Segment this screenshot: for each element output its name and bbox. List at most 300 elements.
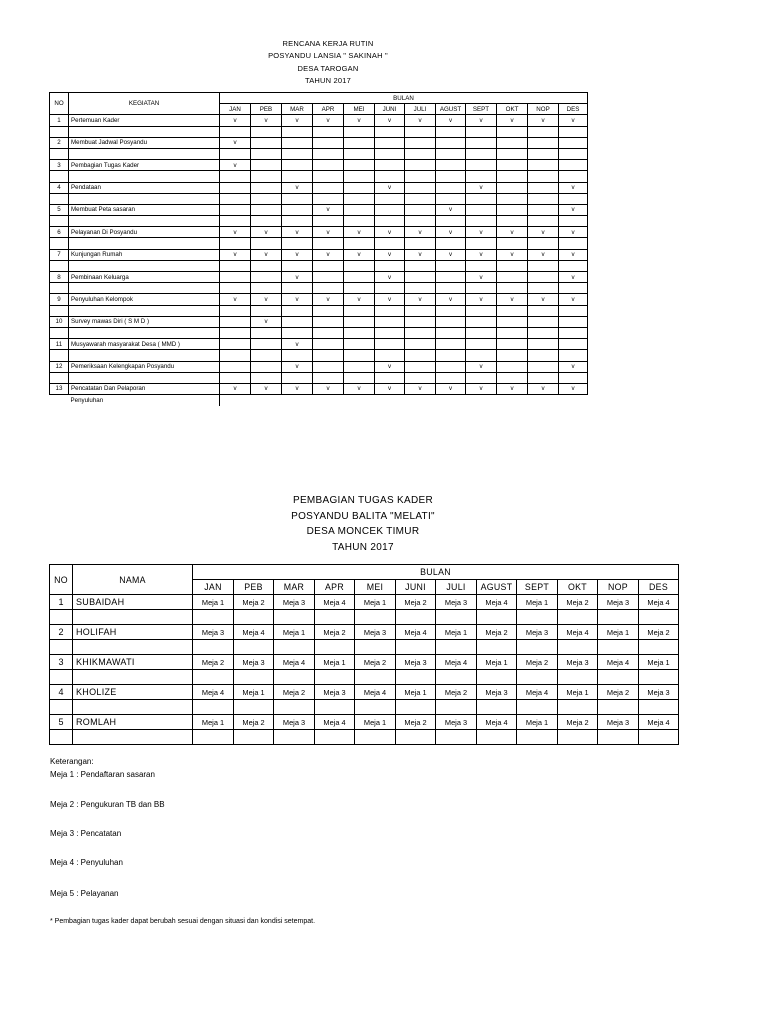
kader-name: HOLIFAH — [73, 625, 193, 640]
meja-assignment: Meja 2 — [477, 625, 517, 640]
check-mark: v — [282, 383, 313, 394]
check-mark — [436, 160, 466, 171]
empty-cell — [396, 670, 436, 685]
check-mark: v — [375, 383, 405, 394]
check-mark: v — [251, 115, 282, 126]
empty-cell — [69, 372, 220, 383]
meja-assignment: Meja 3 — [436, 715, 477, 730]
pembagian-tugas-title — [0, 493, 726, 555]
empty-cell — [477, 610, 517, 625]
check-mark — [436, 361, 466, 372]
empty-cell — [220, 372, 251, 383]
empty-cell — [528, 126, 559, 137]
check-mark: v — [559, 361, 588, 372]
meja-assignment: Meja 4 — [436, 655, 477, 670]
check-mark: v — [466, 182, 497, 193]
meja-assignment: Meja 3 — [558, 655, 598, 670]
empty-cell — [528, 260, 559, 271]
spacer-row — [50, 350, 588, 361]
empty-cell — [558, 640, 598, 655]
empty-cell — [466, 171, 497, 182]
check-mark — [497, 160, 528, 171]
check-mark: v — [528, 249, 559, 260]
check-mark: v — [466, 294, 497, 305]
check-mark — [405, 137, 436, 148]
empty-cell — [50, 193, 69, 204]
table-row — [50, 361, 588, 372]
empty-cell — [315, 730, 355, 745]
empty-cell — [405, 350, 436, 361]
empty-cell — [466, 372, 497, 383]
meja-assignment: Meja 2 — [355, 655, 396, 670]
empty-cell — [220, 283, 251, 294]
check-mark: v — [466, 361, 497, 372]
meja-assignment: Meja 1 — [477, 655, 517, 670]
check-mark — [559, 137, 588, 148]
meja-assignment: Meja 3 — [436, 595, 477, 610]
empty-cell — [282, 283, 313, 294]
check-mark — [436, 182, 466, 193]
check-mark — [528, 204, 559, 215]
empty-cell — [50, 730, 73, 745]
check-mark: v — [344, 227, 375, 238]
meja-assignment: Meja 3 — [639, 685, 679, 700]
empty-cell — [69, 283, 220, 294]
check-mark: v — [375, 294, 405, 305]
empty-cell — [274, 670, 315, 685]
table-row — [50, 316, 588, 327]
spacer-row — [50, 148, 588, 159]
empty-cell — [466, 283, 497, 294]
empty-cell — [598, 730, 639, 745]
spacer-row — [50, 670, 679, 685]
empty-cell — [559, 372, 588, 383]
empty-cell — [436, 640, 477, 655]
meja-assignment: Meja 1 — [193, 715, 234, 730]
meja-assignment: Meja 1 — [517, 715, 558, 730]
check-mark: v — [405, 294, 436, 305]
check-mark — [344, 361, 375, 372]
check-mark: v — [220, 160, 251, 171]
check-mark — [375, 316, 405, 327]
keterangan-item: Meja 4 : Penyuluhan — [50, 858, 123, 867]
empty-cell — [466, 350, 497, 361]
empty-cell — [50, 126, 69, 137]
row-number: 5 — [50, 204, 69, 215]
empty-cell — [396, 730, 436, 745]
empty-cell — [559, 350, 588, 361]
check-mark: v — [282, 182, 313, 193]
empty-cell — [50, 670, 73, 685]
empty-cell — [497, 350, 528, 361]
table-row — [50, 272, 588, 283]
empty-cell — [50, 700, 73, 715]
empty-cell — [639, 640, 679, 655]
empty-cell — [73, 670, 193, 685]
empty-cell — [639, 700, 679, 715]
kegiatan-label: Pelayanan Di Posyandu — [69, 227, 220, 238]
empty-cell — [466, 148, 497, 159]
header-bulan: BULAN — [220, 93, 588, 104]
check-mark — [220, 361, 251, 372]
empty-cell — [559, 238, 588, 249]
empty-cell — [405, 260, 436, 271]
empty-cell — [405, 126, 436, 137]
check-mark — [282, 137, 313, 148]
empty-cell — [313, 238, 344, 249]
keterangan-item: Meja 2 : Pengukuran TB dan BB — [50, 800, 165, 809]
kegiatan-label: Membuat Jadwal Posyandu — [69, 137, 220, 148]
check-mark: v — [375, 227, 405, 238]
empty-cell — [375, 171, 405, 182]
check-mark — [405, 361, 436, 372]
empty-cell — [497, 216, 528, 227]
title-line: TAHUN 2017 — [304, 75, 352, 85]
empty-cell — [497, 126, 528, 137]
empty-cell — [344, 148, 375, 159]
empty-cell — [313, 350, 344, 361]
month-header: MAR — [274, 580, 315, 595]
check-mark — [436, 339, 466, 350]
kader-name: KHOLIZE — [73, 685, 193, 700]
meja-assignment: Meja 4 — [355, 685, 396, 700]
empty-cell — [234, 640, 274, 655]
empty-cell — [73, 610, 193, 625]
empty-cell — [220, 126, 251, 137]
empty-cell — [69, 148, 220, 159]
empty-cell — [528, 372, 559, 383]
check-mark — [220, 316, 251, 327]
empty-cell — [497, 283, 528, 294]
empty-cell — [528, 171, 559, 182]
table-row — [50, 115, 588, 126]
empty-cell — [497, 305, 528, 316]
month-header: AGUST — [477, 580, 517, 595]
keterangan-item: Meja 1 : Pendaftaran sasaran — [50, 770, 155, 779]
empty-cell — [282, 193, 313, 204]
month-header: JAN — [193, 580, 234, 595]
empty-cell — [466, 260, 497, 271]
empty-cell — [50, 283, 69, 294]
spacer-row — [50, 610, 679, 625]
check-mark — [466, 204, 497, 215]
empty-cell — [251, 193, 282, 204]
empty-cell — [220, 327, 251, 338]
empty-cell — [313, 327, 344, 338]
empty-cell — [50, 640, 73, 655]
meja-assignment: Meja 4 — [477, 715, 517, 730]
empty-cell — [69, 193, 220, 204]
empty-cell — [344, 305, 375, 316]
empty-cell — [344, 283, 375, 294]
empty-cell — [193, 640, 234, 655]
check-mark: v — [220, 227, 251, 238]
month-header: MAR — [282, 104, 313, 115]
empty-cell — [559, 148, 588, 159]
spacer-row — [50, 171, 588, 182]
meja-assignment: Meja 2 — [234, 715, 274, 730]
keterangan-item: Meja 3 : Pencatatan — [50, 829, 122, 838]
check-mark: v — [559, 182, 588, 193]
empty-cell — [220, 305, 251, 316]
empty-cell — [234, 700, 274, 715]
empty-cell — [375, 216, 405, 227]
month-header: NOP — [598, 580, 639, 595]
empty-cell — [50, 171, 69, 182]
empty-cell — [251, 148, 282, 159]
meja-assignment: Meja 1 — [558, 685, 598, 700]
check-mark: v — [344, 115, 375, 126]
meja-assignment: Meja 2 — [639, 625, 679, 640]
empty-cell — [497, 171, 528, 182]
check-mark: v — [436, 204, 466, 215]
empty-cell — [598, 670, 639, 685]
check-mark — [497, 182, 528, 193]
empty-cell — [436, 193, 466, 204]
empty-cell — [220, 238, 251, 249]
empty-cell — [375, 148, 405, 159]
meja-assignment: Meja 2 — [234, 595, 274, 610]
check-mark: v — [220, 137, 251, 148]
check-mark — [497, 204, 528, 215]
month-header: JULI — [405, 104, 436, 115]
check-mark — [282, 316, 313, 327]
empty-cell — [282, 327, 313, 338]
empty-cell — [50, 148, 69, 159]
check-mark: v — [466, 272, 497, 283]
empty-cell — [344, 260, 375, 271]
meja-assignment: Meja 4 — [315, 715, 355, 730]
empty-cell — [313, 283, 344, 294]
empty-cell — [69, 216, 220, 227]
check-mark — [313, 182, 344, 193]
kegiatan-label: Pencatatan Dan Pelaporan — [69, 383, 220, 394]
row-number: 1 — [50, 115, 69, 126]
spacer-row — [50, 216, 588, 227]
empty-cell — [69, 350, 220, 361]
empty-cell — [274, 640, 315, 655]
title-line: DESA MONCEK TIMUR — [306, 526, 420, 537]
check-mark: v — [344, 249, 375, 260]
check-mark — [466, 316, 497, 327]
check-mark — [436, 272, 466, 283]
check-mark — [497, 316, 528, 327]
empty-cell — [69, 305, 220, 316]
empty-cell — [220, 260, 251, 271]
meja-assignment: Meja 2 — [517, 655, 558, 670]
check-mark: v — [251, 316, 282, 327]
empty-cell — [193, 610, 234, 625]
table-row — [50, 715, 679, 730]
empty-cell — [405, 216, 436, 227]
empty-cell — [251, 260, 282, 271]
empty-cell — [282, 305, 313, 316]
empty-cell — [50, 372, 69, 383]
meja-assignment: Meja 1 — [436, 625, 477, 640]
empty-cell — [517, 640, 558, 655]
empty-cell — [344, 193, 375, 204]
meja-assignment: Meja 1 — [598, 625, 639, 640]
empty-cell — [355, 730, 396, 745]
table-row — [50, 625, 679, 640]
check-mark: v — [375, 249, 405, 260]
empty-cell — [405, 305, 436, 316]
empty-cell — [559, 193, 588, 204]
month-header: JUNI — [396, 580, 436, 595]
empty-cell — [396, 640, 436, 655]
table-row — [50, 383, 588, 394]
empty-cell — [436, 126, 466, 137]
check-mark: v — [466, 383, 497, 394]
check-mark: v — [375, 182, 405, 193]
check-mark — [344, 339, 375, 350]
empty-cell — [375, 372, 405, 383]
check-mark — [220, 339, 251, 350]
check-mark — [220, 182, 251, 193]
spacer-row — [50, 372, 588, 383]
empty-cell — [251, 327, 282, 338]
header-no: NO — [50, 93, 69, 115]
check-mark — [405, 204, 436, 215]
empty-cell — [69, 327, 220, 338]
check-mark — [405, 182, 436, 193]
empty-cell — [282, 372, 313, 383]
check-mark — [405, 316, 436, 327]
continuation-label: Penyuluhan — [69, 395, 220, 406]
title-line: DESA TAROGAN — [297, 63, 359, 73]
check-mark: v — [559, 294, 588, 305]
meja-assignment: Meja 3 — [274, 595, 315, 610]
empty-cell — [355, 640, 396, 655]
empty-cell — [313, 260, 344, 271]
row-number: 7 — [50, 249, 69, 260]
kegiatan-label: Pendataan — [69, 182, 220, 193]
spacer-row — [50, 640, 679, 655]
empty-cell — [69, 260, 220, 271]
keterangan-item: Meja 5 : Pelayanan — [50, 889, 119, 898]
empty-cell — [50, 216, 69, 227]
header-nama: NAMA — [73, 565, 193, 595]
empty-cell — [405, 148, 436, 159]
month-header: JAN — [220, 104, 251, 115]
check-mark — [375, 204, 405, 215]
kegiatan-label: Musyawarah masyarakat Desa ( MMD ) — [69, 339, 220, 350]
empty-cell — [344, 327, 375, 338]
empty-cell — [559, 126, 588, 137]
check-mark — [344, 316, 375, 327]
empty-cell — [50, 305, 69, 316]
empty-cell — [73, 640, 193, 655]
empty-cell — [466, 126, 497, 137]
check-mark — [344, 204, 375, 215]
meja-assignment: Meja 1 — [274, 625, 315, 640]
empty-cell — [598, 640, 639, 655]
empty-cell — [528, 216, 559, 227]
check-mark: v — [497, 227, 528, 238]
check-mark — [466, 160, 497, 171]
empty-cell — [344, 171, 375, 182]
check-mark — [313, 361, 344, 372]
row-number: 10 — [50, 316, 69, 327]
month-header: APR — [313, 104, 344, 115]
empty-cell — [528, 283, 559, 294]
meja-assignment: Meja 2 — [558, 715, 598, 730]
empty-cell — [436, 148, 466, 159]
table-row — [50, 204, 588, 215]
check-mark: v — [282, 115, 313, 126]
header-kegiatan: KEGIATAN — [69, 93, 220, 115]
check-mark — [251, 204, 282, 215]
check-mark: v — [220, 294, 251, 305]
table-row — [50, 339, 588, 350]
check-mark — [528, 182, 559, 193]
check-mark: v — [466, 249, 497, 260]
check-mark — [313, 272, 344, 283]
empty-cell — [466, 193, 497, 204]
empty-cell — [528, 327, 559, 338]
check-mark — [313, 339, 344, 350]
check-mark — [251, 361, 282, 372]
kegiatan-label: Pembagian Tugas Kader — [69, 160, 220, 171]
empty-cell — [598, 610, 639, 625]
empty-cell — [355, 700, 396, 715]
table-row — [50, 249, 588, 260]
check-mark — [405, 272, 436, 283]
empty-cell — [405, 238, 436, 249]
meja-assignment: Meja 3 — [517, 625, 558, 640]
check-mark — [466, 339, 497, 350]
empty-cell — [234, 730, 274, 745]
kader-name: KHIKMAWATI — [73, 655, 193, 670]
empty-cell — [315, 640, 355, 655]
empty-cell — [313, 193, 344, 204]
month-header: OKT — [497, 104, 528, 115]
table-row — [50, 595, 679, 610]
empty-cell — [559, 305, 588, 316]
meja-assignment: Meja 4 — [639, 595, 679, 610]
kegiatan-label: Penyuluhan Kelompok — [69, 294, 220, 305]
empty-cell — [50, 260, 69, 271]
check-mark — [375, 160, 405, 171]
empty-cell — [344, 126, 375, 137]
check-mark — [528, 339, 559, 350]
month-header: SEPT — [517, 580, 558, 595]
meja-assignment: Meja 2 — [436, 685, 477, 700]
row-number: 2 — [50, 137, 69, 148]
empty-cell — [396, 610, 436, 625]
check-mark: v — [559, 272, 588, 283]
meja-assignment: Meja 3 — [355, 625, 396, 640]
empty-cell — [193, 730, 234, 745]
table-row — [50, 227, 588, 238]
empty-cell — [251, 238, 282, 249]
check-mark: v — [282, 361, 313, 372]
empty-cell — [436, 670, 477, 685]
check-mark — [251, 182, 282, 193]
check-mark: v — [405, 249, 436, 260]
title-line: POSYANDU BALITA "MELATI" — [291, 510, 435, 522]
row-number: 4 — [50, 182, 69, 193]
empty-cell — [234, 670, 274, 685]
meja-assignment: Meja 2 — [558, 595, 598, 610]
empty-cell — [477, 730, 517, 745]
meja-assignment: Meja 4 — [193, 685, 234, 700]
pembagian-tugas-table — [49, 564, 679, 745]
check-mark: v — [313, 294, 344, 305]
empty-cell — [639, 670, 679, 685]
meja-assignment: Meja 3 — [234, 655, 274, 670]
check-mark: v — [497, 249, 528, 260]
